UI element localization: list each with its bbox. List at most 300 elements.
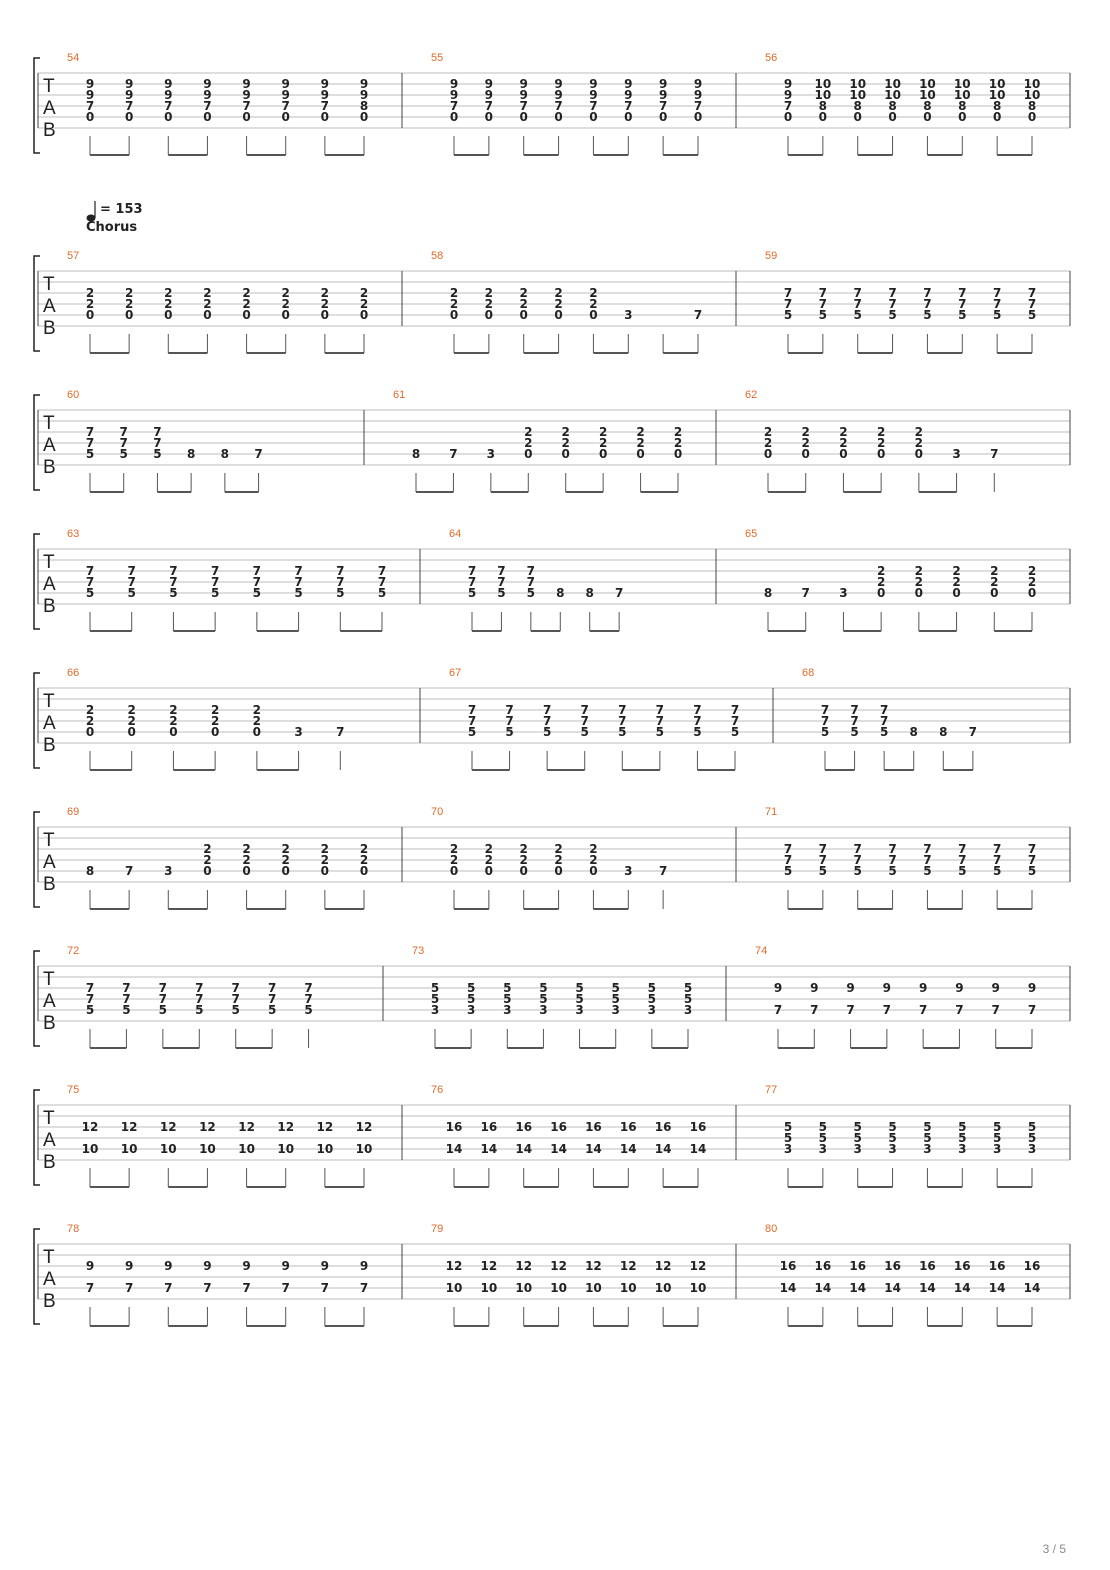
- fret-number: 0: [484, 110, 494, 124]
- fret-number: 7: [1027, 842, 1037, 856]
- fret-number: 2: [124, 286, 134, 300]
- tab-system: [34, 250, 1070, 353]
- fret-number: 2: [320, 286, 330, 300]
- fret-number: 9: [320, 77, 330, 91]
- fret-number: 3: [952, 447, 961, 461]
- fret-number: 10: [919, 88, 936, 102]
- fret-number: 10: [953, 88, 971, 102]
- fret-number: 2: [85, 703, 95, 717]
- fret-number: 2: [636, 436, 645, 450]
- fret-number: 7: [210, 564, 220, 578]
- fret-number: 7: [655, 703, 665, 717]
- fret-number: 3: [923, 1142, 932, 1156]
- fret-number: 7: [850, 703, 859, 717]
- fret-number: 0: [801, 447, 810, 461]
- fret-number: 9: [810, 981, 819, 995]
- fret-number: 7: [449, 447, 458, 461]
- fret-number: 7: [85, 981, 95, 995]
- fret-number: 2: [914, 564, 924, 578]
- fret-number: 2: [210, 703, 220, 717]
- fret-number: 2: [519, 286, 528, 300]
- fret-number: 2: [242, 842, 251, 856]
- measure-number: 62: [745, 389, 758, 401]
- fret-number: 0: [127, 725, 136, 739]
- fret-number: 2: [589, 842, 598, 856]
- fret-number: 2: [554, 842, 563, 856]
- tab-system: [34, 389, 1070, 492]
- fret-number: 9: [242, 1259, 251, 1273]
- fret-number: 2: [127, 703, 136, 717]
- fret-number: 9: [554, 77, 563, 91]
- fret-number: 9: [359, 77, 369, 91]
- fret-number: 7: [158, 992, 168, 1006]
- fret-number: 7: [879, 703, 889, 717]
- fret-number: 9: [554, 88, 563, 102]
- fret-number: 0: [876, 586, 886, 600]
- fret-number: 5: [526, 586, 536, 600]
- fret-number: 3: [611, 1003, 620, 1017]
- fret-number: 5: [430, 981, 440, 995]
- fret-number: 3: [783, 1142, 793, 1156]
- fret-number: 7: [992, 297, 1002, 311]
- fret-number: 10: [585, 1281, 602, 1295]
- fret-number: 10: [277, 1142, 295, 1156]
- tab-clef-letter: B: [43, 1291, 56, 1312]
- fret-number: 8: [853, 99, 862, 113]
- fret-number: 9: [203, 88, 212, 102]
- fret-number: 7: [820, 714, 830, 728]
- fret-number: 2: [281, 853, 290, 867]
- fret-number: 9: [589, 77, 598, 91]
- fret-number: 8: [186, 447, 196, 461]
- tab-clef-letter: A: [43, 713, 56, 734]
- fret-number: 7: [153, 425, 162, 439]
- fret-number: 0: [853, 110, 862, 124]
- fret-number: 0: [554, 864, 563, 878]
- fret-number: 0: [252, 725, 262, 739]
- fret-number: 9: [164, 88, 173, 102]
- fret-number: 9: [589, 88, 598, 102]
- measure-number: 58: [431, 250, 444, 262]
- fret-number: 2: [449, 853, 459, 867]
- fret-number: 9: [955, 981, 964, 995]
- fret-number: 7: [467, 714, 477, 728]
- fret-number: 0: [203, 864, 212, 878]
- fret-number: 10: [238, 1142, 255, 1156]
- fret-number: 2: [210, 714, 220, 728]
- fret-number: 10: [849, 77, 867, 91]
- tab-clef-letter: B: [43, 457, 56, 478]
- fret-number: 7: [164, 99, 173, 113]
- fret-number: 0: [203, 110, 212, 124]
- fret-number: 9: [624, 77, 633, 91]
- fret-number: 14: [814, 1281, 832, 1295]
- measure-number: 66: [67, 667, 80, 679]
- fret-number: 2: [914, 436, 924, 450]
- fret-number: 9: [658, 88, 668, 102]
- fret-number: 0: [624, 110, 633, 124]
- fret-number: 9: [85, 1259, 95, 1273]
- fret-number: 0: [519, 864, 528, 878]
- fret-number: 5: [611, 992, 620, 1006]
- fret-number: 5: [1027, 864, 1037, 878]
- tab-clef-letter: B: [43, 596, 56, 617]
- fret-number: 7: [242, 1281, 251, 1295]
- fret-number: 7: [818, 842, 828, 856]
- fret-number: 16: [654, 1120, 672, 1134]
- fret-number: 5: [853, 1120, 862, 1134]
- fret-number: 5: [122, 1003, 131, 1017]
- measure-number: 56: [765, 52, 778, 64]
- fret-number: 0: [449, 308, 459, 322]
- fret-number: 2: [242, 286, 251, 300]
- fret-number: 5: [169, 586, 178, 600]
- fret-number: 0: [164, 110, 173, 124]
- fret-number: 16: [884, 1259, 901, 1273]
- fret-number: 5: [503, 981, 512, 995]
- fret-number: 9: [320, 1259, 330, 1273]
- fret-number: 2: [554, 286, 563, 300]
- fret-number: 8: [818, 99, 828, 113]
- tab-clef-letter: T: [43, 691, 55, 712]
- measure-number: 61: [393, 389, 406, 401]
- fret-number: 7: [888, 842, 897, 856]
- fret-number: 2: [320, 842, 330, 856]
- fret-number: 7: [497, 575, 506, 589]
- fret-number: 5: [377, 586, 387, 600]
- fret-number: 8: [909, 725, 918, 739]
- fret-number: 7: [231, 992, 240, 1006]
- fret-number: 10: [814, 88, 832, 102]
- fret-number: 2: [484, 842, 494, 856]
- fret-number: 9: [242, 77, 251, 91]
- fret-number: 5: [294, 586, 303, 600]
- fret-number: 7: [377, 564, 387, 578]
- fret-number: 7: [614, 586, 624, 600]
- fret-number: 5: [85, 586, 95, 600]
- fret-number: 2: [839, 436, 848, 450]
- fret-number: 10: [619, 1281, 637, 1295]
- fret-number: 7: [992, 286, 1002, 300]
- fret-number: 7: [119, 436, 128, 450]
- fret-number: 7: [958, 286, 967, 300]
- fret-number: 14: [585, 1142, 602, 1156]
- fret-number: 7: [169, 564, 178, 578]
- fret-number: 8: [411, 447, 421, 461]
- fret-number: 7: [122, 992, 131, 1006]
- fret-number: 7: [882, 1003, 892, 1017]
- fret-number: 7: [336, 575, 345, 589]
- fret-number: 16: [619, 1120, 637, 1134]
- fret-number: 7: [119, 425, 128, 439]
- fret-number: 7: [879, 714, 889, 728]
- section-label: Chorus: [86, 220, 138, 235]
- fret-number: 2: [990, 564, 999, 578]
- fret-number: 5: [683, 981, 693, 995]
- fret-number: 7: [505, 714, 514, 728]
- fret-number: 12: [480, 1259, 498, 1273]
- fret-number: 3: [624, 308, 633, 322]
- fret-number: 7: [526, 564, 536, 578]
- fret-number: 5: [853, 864, 862, 878]
- fret-number: 2: [164, 286, 173, 300]
- fret-number: 3: [294, 725, 303, 739]
- tab-system: [34, 1084, 1070, 1187]
- measure-number: 67: [449, 667, 462, 679]
- fret-number: 8: [556, 586, 565, 600]
- fret-number: 0: [484, 308, 494, 322]
- fret-number: 2: [914, 575, 924, 589]
- fret-number: 2: [524, 436, 533, 450]
- tab-clef-letter: T: [43, 969, 55, 990]
- fret-number: 5: [888, 308, 897, 322]
- fret-number: 0: [783, 110, 793, 124]
- fret-number: 5: [647, 992, 657, 1006]
- fret-number: 8: [923, 99, 932, 113]
- fret-number: 5: [252, 586, 262, 600]
- fret-number: 7: [359, 1281, 369, 1295]
- fret-number: 3: [647, 1003, 657, 1017]
- fret-number: 3: [466, 1003, 476, 1017]
- fret-number: 8: [220, 447, 230, 461]
- fret-number: 7: [467, 564, 477, 578]
- fret-number: 2: [952, 575, 961, 589]
- fret-number: 5: [888, 864, 897, 878]
- fret-number: 14: [884, 1281, 901, 1295]
- fret-number: 7: [580, 714, 589, 728]
- fret-number: 9: [519, 77, 528, 91]
- fret-number: 7: [992, 842, 1002, 856]
- fret-number: 2: [484, 286, 494, 300]
- fret-number: 5: [539, 992, 548, 1006]
- fret-number: 16: [1023, 1259, 1041, 1273]
- fret-number: 0: [914, 586, 924, 600]
- fret-number: 7: [336, 725, 345, 739]
- fret-number: 7: [783, 842, 793, 856]
- tab-clef-letter: B: [43, 120, 56, 141]
- fret-number: 3: [818, 1142, 828, 1156]
- fret-number: 14: [619, 1142, 637, 1156]
- fret-number: 12: [515, 1259, 533, 1273]
- fret-number: 8: [763, 586, 773, 600]
- fret-number: 0: [589, 308, 598, 322]
- fret-number: 9: [846, 981, 855, 995]
- fret-number: 2: [203, 853, 212, 867]
- fret-number: 5: [505, 725, 514, 739]
- fret-number: 9: [783, 77, 793, 91]
- fret-number: 0: [992, 110, 1002, 124]
- tab-clef-letter: B: [43, 1152, 56, 1173]
- fret-number: 10: [988, 88, 1006, 102]
- fret-number: 7: [958, 853, 967, 867]
- fret-number: 5: [853, 308, 862, 322]
- fret-number: 5: [466, 992, 476, 1006]
- fret-number: 5: [958, 864, 967, 878]
- fret-number: 2: [281, 297, 290, 311]
- tempo-value: = 153: [100, 202, 143, 217]
- fret-number: 0: [561, 447, 570, 461]
- measure-number: 68: [802, 667, 815, 679]
- fret-number: 0: [524, 447, 533, 461]
- fret-number: 7: [589, 99, 598, 113]
- fret-number: 7: [991, 1003, 1000, 1017]
- fret-number: 7: [918, 1003, 928, 1017]
- tab-clef-letter: B: [43, 318, 56, 339]
- fret-number: 0: [281, 308, 290, 322]
- fret-number: 7: [467, 703, 477, 717]
- fret-number: 2: [554, 853, 563, 867]
- fret-number: 7: [853, 297, 862, 311]
- fret-number: 0: [203, 308, 212, 322]
- fret-number: 9: [281, 77, 290, 91]
- fret-number: 2: [801, 425, 810, 439]
- fret-number: 9: [484, 88, 494, 102]
- fret-number: 0: [320, 110, 330, 124]
- fret-number: 3: [624, 864, 633, 878]
- fret-number: 7: [783, 99, 793, 113]
- fret-number: 5: [850, 725, 859, 739]
- fret-number: 7: [294, 564, 303, 578]
- fret-number: 5: [539, 981, 548, 995]
- fret-number: 5: [127, 586, 136, 600]
- fret-number: 10: [884, 88, 901, 102]
- fret-number: 5: [783, 1120, 793, 1134]
- fret-number: 2: [876, 575, 886, 589]
- fret-number: 5: [683, 992, 693, 1006]
- fret-number: 7: [1027, 853, 1037, 867]
- fret-number: 9: [918, 981, 928, 995]
- fret-number: 7: [853, 286, 862, 300]
- fret-number: 3: [683, 1003, 693, 1017]
- measure-number: 55: [431, 52, 444, 64]
- fret-number: 5: [818, 308, 828, 322]
- fret-number: 0: [359, 864, 369, 878]
- fret-number: 2: [524, 425, 533, 439]
- fret-number: 8: [939, 725, 948, 739]
- fret-number: 9: [484, 77, 494, 91]
- tab-clef-letter: T: [43, 274, 55, 295]
- fret-number: 14: [779, 1281, 797, 1295]
- fret-number: 2: [359, 286, 369, 300]
- fret-number: 7: [554, 99, 563, 113]
- tab-system: [34, 1223, 1070, 1326]
- fret-number: 0: [519, 110, 528, 124]
- fret-number: 14: [849, 1281, 867, 1295]
- fret-number: 2: [554, 297, 563, 311]
- fret-number: 7: [127, 575, 136, 589]
- measure-number: 59: [765, 250, 778, 262]
- measure-number: 73: [412, 945, 425, 957]
- fret-number: 0: [164, 308, 173, 322]
- fret-number: 9: [320, 88, 330, 102]
- fret-number: 12: [550, 1259, 567, 1273]
- tab-system: [34, 528, 1070, 631]
- fret-number: 9: [773, 981, 783, 995]
- fret-number: 2: [359, 853, 369, 867]
- fret-number: 0: [484, 864, 494, 878]
- fret-number: 10: [120, 1142, 138, 1156]
- fret-number: 12: [277, 1120, 295, 1134]
- fret-number: 0: [359, 308, 369, 322]
- tab-clef-letter: A: [43, 852, 56, 873]
- fret-number: 5: [85, 447, 95, 461]
- fret-number: 16: [919, 1259, 936, 1273]
- fret-number: 7: [122, 981, 131, 995]
- fret-number: 3: [992, 1142, 1002, 1156]
- fret-number: 9: [991, 981, 1000, 995]
- fret-number: 5: [467, 586, 477, 600]
- fret-number: 10: [919, 77, 936, 91]
- fret-number: 7: [377, 575, 387, 589]
- fret-number: 2: [763, 436, 773, 450]
- measure-number: 54: [67, 52, 80, 64]
- fret-number: 2: [636, 425, 645, 439]
- fret-number: 7: [124, 1281, 134, 1295]
- tab-clef-letter: B: [43, 1013, 56, 1034]
- fret-number: 7: [252, 575, 262, 589]
- measure-number: 77: [765, 1084, 778, 1096]
- fret-number: 2: [1027, 564, 1037, 578]
- tab-system: [34, 945, 1070, 1048]
- fret-number: 7: [820, 703, 830, 717]
- fret-number: 14: [654, 1142, 672, 1156]
- fret-number: 2: [484, 853, 494, 867]
- fret-number: 12: [689, 1259, 707, 1273]
- fret-number: 2: [203, 286, 212, 300]
- measure-number: 72: [67, 945, 80, 957]
- fret-number: 5: [158, 1003, 168, 1017]
- fret-number: 2: [124, 297, 134, 311]
- fret-number: 7: [783, 853, 793, 867]
- fret-number: 14: [445, 1142, 463, 1156]
- fret-number: 7: [124, 864, 134, 878]
- fret-number: 16: [849, 1259, 867, 1273]
- fret-number: 0: [763, 447, 773, 461]
- measure-number: 71: [765, 806, 778, 818]
- fret-number: 7: [693, 308, 703, 322]
- fret-number: 3: [430, 1003, 440, 1017]
- fret-number: 2: [85, 714, 95, 728]
- fret-number: 16: [689, 1120, 707, 1134]
- tab-clef-letter: A: [43, 1269, 56, 1290]
- fret-number: 3: [539, 1003, 548, 1017]
- fret-number: 2: [598, 425, 608, 439]
- fret-number: 10: [953, 77, 971, 91]
- tab-clef-letter: A: [43, 574, 56, 595]
- fret-number: 14: [515, 1142, 533, 1156]
- fret-number: 7: [846, 1003, 855, 1017]
- fret-number: 5: [888, 1120, 897, 1134]
- fret-number: 7: [85, 436, 95, 450]
- fret-number: 3: [486, 447, 496, 461]
- fret-number: 7: [85, 992, 95, 1006]
- fret-number: 7: [955, 1003, 964, 1017]
- fret-number: 10: [316, 1142, 334, 1156]
- fret-number: 12: [654, 1259, 672, 1273]
- measure-number: 74: [755, 945, 768, 957]
- fret-number: 5: [430, 992, 440, 1006]
- fret-number: 10: [480, 1281, 498, 1295]
- measure-number: 57: [67, 250, 80, 262]
- fret-number: 16: [550, 1120, 567, 1134]
- fret-number: 2: [252, 703, 262, 717]
- fret-number: 2: [561, 425, 570, 439]
- fret-number: 7: [281, 1281, 290, 1295]
- fret-number: 14: [988, 1281, 1006, 1295]
- fret-number: 2: [203, 297, 212, 311]
- fret-number: 2: [359, 842, 369, 856]
- systems: [34, 52, 1070, 1326]
